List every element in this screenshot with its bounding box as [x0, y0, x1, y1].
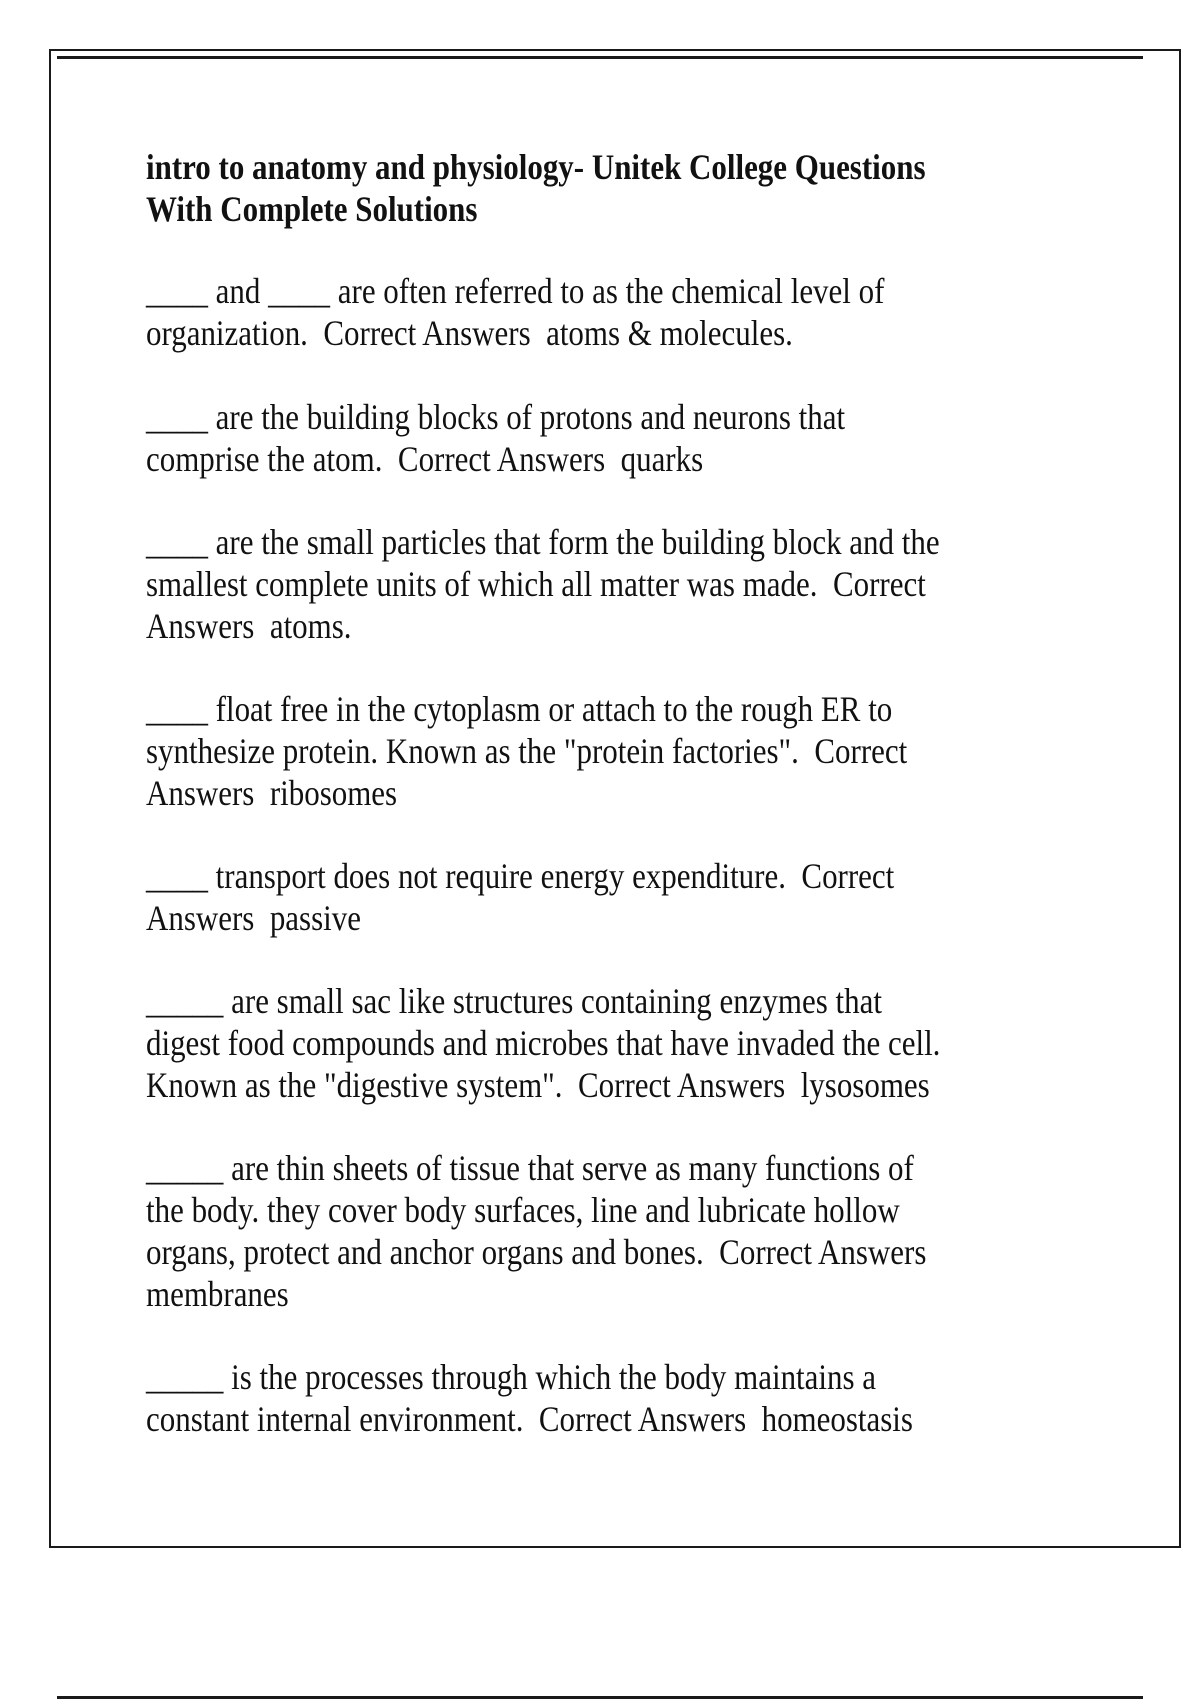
question-text-line: constant internal environment. Correct Answers homeostasis — [146, 1399, 913, 1439]
question-text-line: Known as the "digestive system". Correct Answers lysosomes — [146, 1065, 930, 1105]
title-line: With Complete Solutions — [146, 189, 478, 229]
question-text-line: organization. Correct Answers atoms & molecules. — [146, 313, 793, 353]
question-text-line: ____ are the small particles that form the building block and the — [146, 522, 940, 562]
question-text-line: comprise the atom. Correct Answers quarks — [146, 439, 704, 479]
question-text-line: Answers passive — [146, 898, 361, 938]
question-text-line: ____ and ____ are often referred to as the chemical level of — [146, 271, 885, 311]
question-text-line: _____ are small sac like structures containing enzymes that — [146, 981, 882, 1021]
question-text-line: digest food compounds and microbes that have invaded the cell. — [146, 1023, 941, 1063]
question-text-line: ____ transport does not require energy expenditure. Correct — [146, 856, 895, 896]
question-text-line: smallest complete units of which all matter was made. Correct — [146, 564, 926, 604]
question-text-line: Answers atoms. — [146, 606, 352, 646]
question-text-line: the body. they cover body surfaces, line and lubricate hollow — [146, 1190, 900, 1230]
bottom-horizontal-rule — [57, 1696, 1143, 1699]
title-line: intro to anatomy and physiology- Unitek College Questions — [146, 147, 926, 187]
question-text-line: Answers ribosomes — [146, 773, 398, 813]
question-text-line: ____ float free in the cytoplasm or attach to the rough ER to — [146, 689, 893, 729]
question-text-line: _____ are thin sheets of tissue that serve as many functions of — [146, 1148, 914, 1188]
question-text-line: ____ are the building blocks of protons and neurons that — [146, 397, 846, 437]
question-text-line: organs, protect and anchor organs and bones. Correct Answers — [146, 1232, 927, 1272]
question-text-line: _____ is the processes through which the body maintains a — [146, 1357, 877, 1397]
question-text-line: membranes — [146, 1274, 289, 1314]
top-horizontal-rule — [57, 56, 1143, 59]
question-text-line: synthesize protein. Known as the "protein factories". Correct — [146, 731, 908, 771]
